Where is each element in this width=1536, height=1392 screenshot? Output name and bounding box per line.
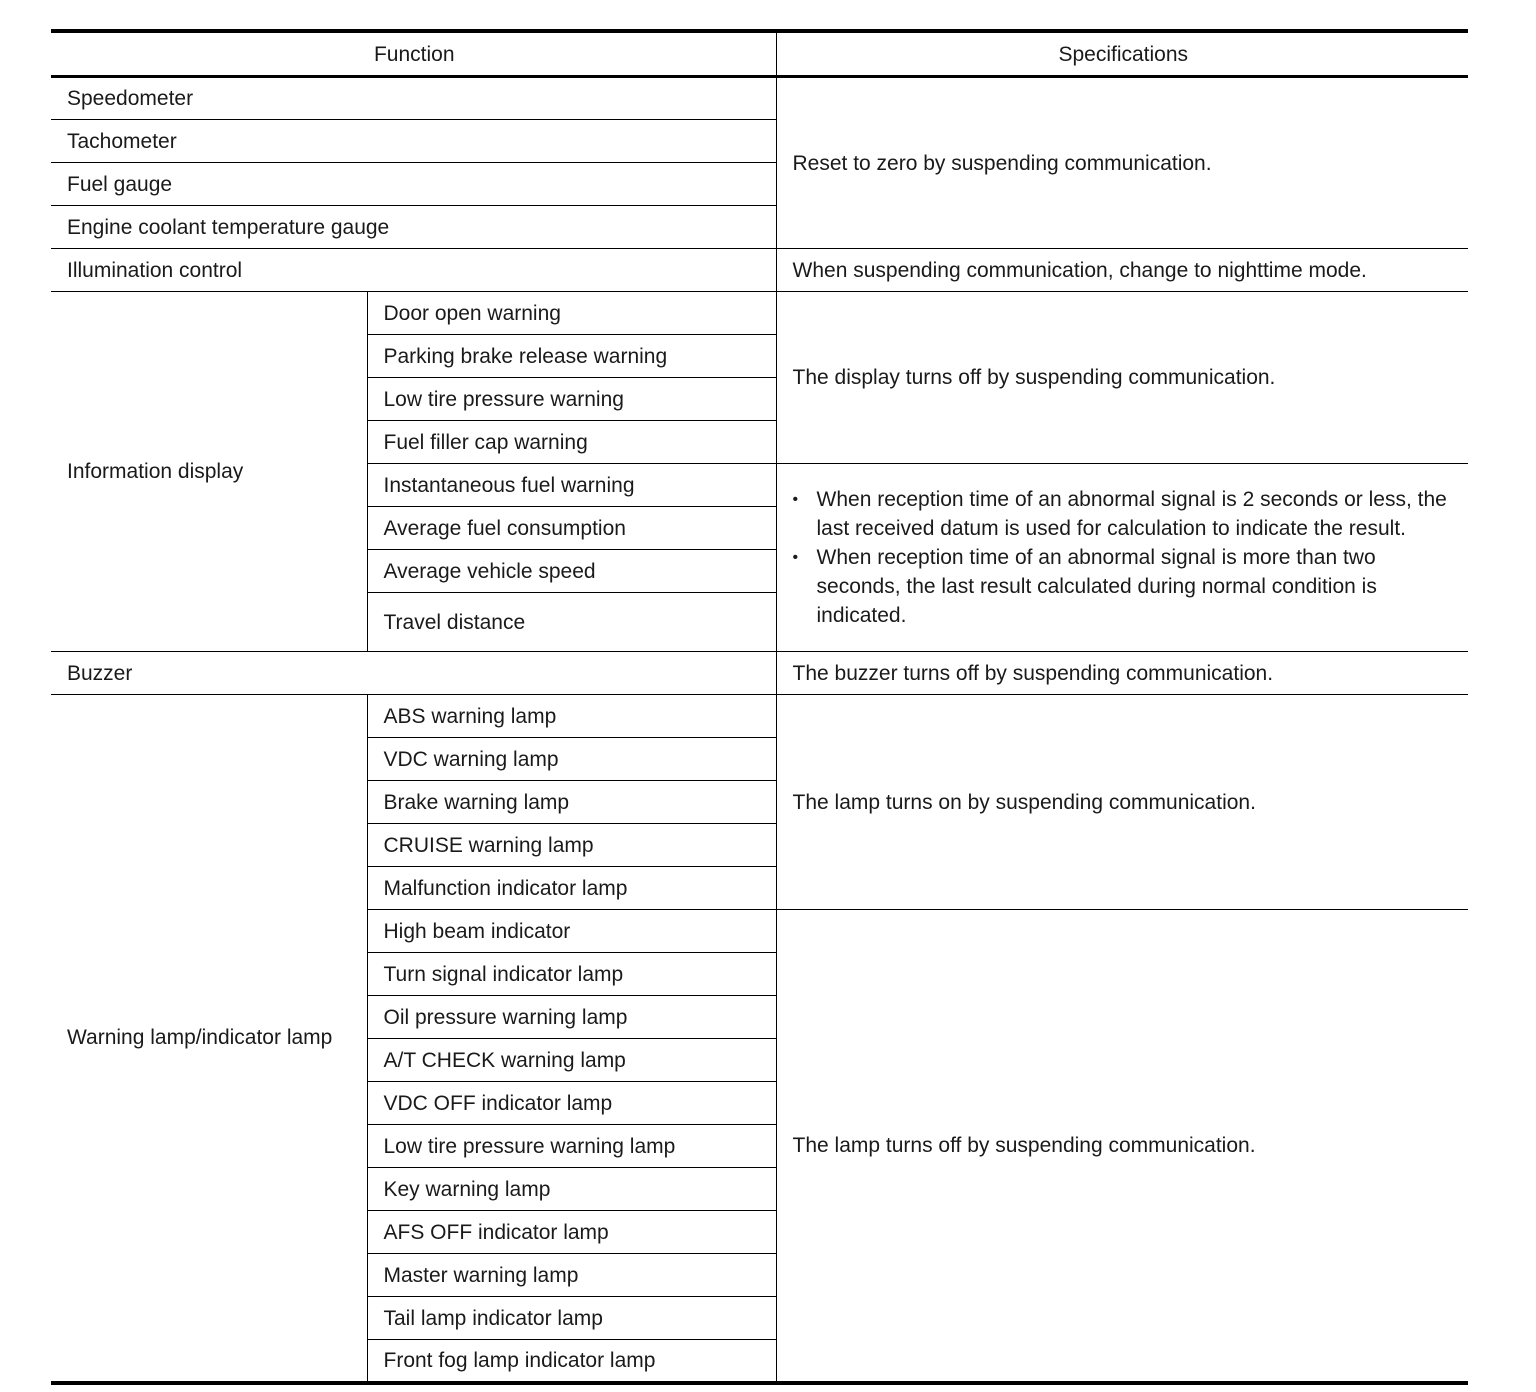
warning-item: Master warning lamp [367,1254,776,1297]
gauge-item-fuel: Fuel gauge [51,163,776,206]
warning-lamp-label: Warning lamp/indicator lamp [51,695,367,1383]
warning-item: CRUISE warning lamp [367,824,776,867]
info-group2-spec [776,464,1468,652]
warning-item: Oil pressure warning lamp [367,996,776,1039]
info-group1-spec: The display turns off by suspending communication. [776,292,1468,464]
table-row [51,695,1468,738]
warning-item: A/T CHECK warning lamp [367,1039,776,1082]
warning-item: Malfunction indicator lamp [367,867,776,910]
warning-item: Brake warning lamp [367,781,776,824]
warning-item: Turn signal indicator lamp [367,953,776,996]
warning-item: High beam indicator [367,910,776,953]
warning-group2-spec: The lamp turns off by suspending communication. [776,910,1468,1383]
info-item: Average vehicle speed [367,550,776,593]
buzzer-label: Buzzer [51,652,776,695]
illumination-label: Illumination control [51,249,776,292]
info-display-label: Information display [51,292,367,652]
info-item: Door open warning [367,292,776,335]
warning-item: Tail lamp indicator lamp [367,1297,776,1340]
table-row [51,292,1468,335]
warning-item: VDC warning lamp [367,738,776,781]
warning-group1-spec: The lamp turns on by suspending communication. [776,695,1468,910]
specifications-header: Specifications [776,31,1468,77]
table-row [51,77,1468,120]
table-header-row [51,31,1468,77]
spec-bullet-list [793,485,1455,630]
specification-table [51,29,1468,1385]
gauges-spec: Reset to zero by suspending communication. [776,77,1468,249]
info-item: Parking brake release warning [367,335,776,378]
warning-item: Front fog lamp indicator lamp [367,1340,776,1383]
info-item: Travel distance [367,593,776,652]
table-row [51,652,1468,695]
info-item: Average fuel consumption [367,507,776,550]
warning-item: ABS warning lamp [367,695,776,738]
warning-item: Low tire pressure warning lamp [367,1125,776,1168]
gauge-item-coolant: Engine coolant temperature gauge [51,206,776,249]
function-header: Function [51,31,776,77]
spec-bullet: • When reception time of an abnormal signal is more than two seconds, the last result calculated during normal condition is indicated. [793,543,1455,630]
spec-bullet: • When reception time of an abnormal signal is 2 seconds or less, the last received datum is used for calculation to indicate the result. [793,485,1455,543]
warning-item: VDC OFF indicator lamp [367,1082,776,1125]
buzzer-spec: The buzzer turns off by suspending communication. [776,652,1468,695]
gauge-item-tachometer: Tachometer [51,120,776,163]
info-item: Instantaneous fuel warning [367,464,776,507]
info-item: Fuel filler cap warning [367,421,776,464]
warning-item: AFS OFF indicator lamp [367,1211,776,1254]
info-item: Low tire pressure warning [367,378,776,421]
table-row [51,249,1468,292]
warning-item: Key warning lamp [367,1168,776,1211]
illumination-spec: When suspending communication, change to nighttime mode. [776,249,1468,292]
gauge-item-speedometer: Speedometer [51,77,776,120]
